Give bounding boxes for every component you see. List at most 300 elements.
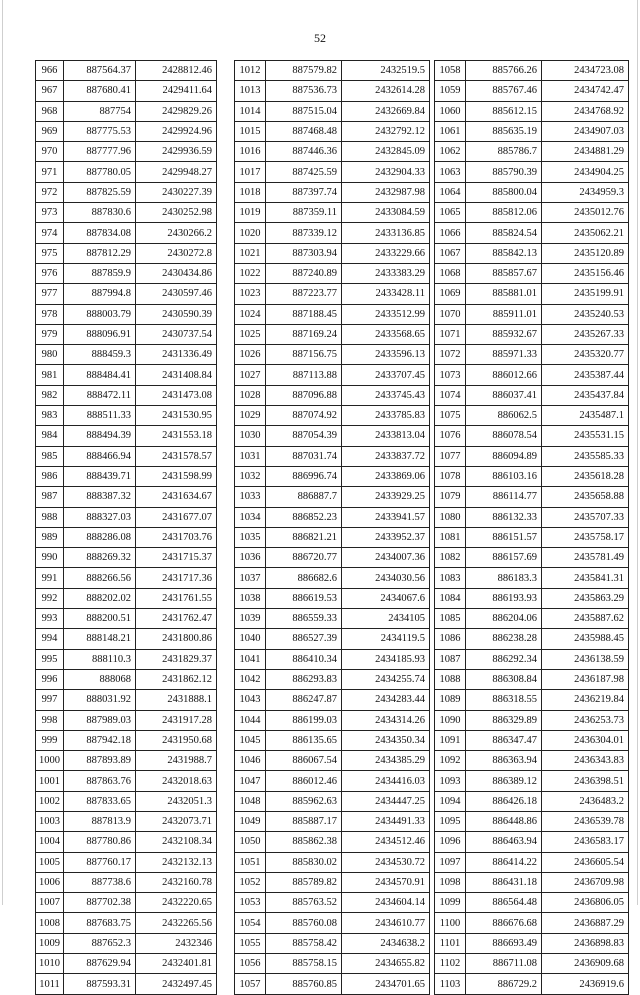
x-coordinate-cell: 886012.66 <box>466 365 542 385</box>
x-coordinate-cell: 887169.24 <box>266 324 342 344</box>
x-coordinate-cell: 886729.2 <box>466 974 542 994</box>
point-number-cell: 1039 <box>235 609 266 629</box>
point-number-cell: 1056 <box>235 954 266 974</box>
table-row <box>36 548 217 568</box>
table-row <box>235 446 430 466</box>
x-coordinate-cell: 885766.26 <box>466 61 542 81</box>
point-number-cell: 1091 <box>435 730 466 750</box>
table-row <box>235 385 430 405</box>
x-coordinate-cell: 887425.59 <box>266 162 342 182</box>
x-coordinate-cell: 886564.48 <box>466 893 542 913</box>
point-number-cell: 1046 <box>235 751 266 771</box>
point-number-cell: 1082 <box>435 548 466 568</box>
y-coordinate-cell: 2434701.65 <box>342 974 430 994</box>
x-coordinate-cell: 887775.53 <box>64 121 136 141</box>
x-coordinate-cell: 886527.39 <box>266 629 342 649</box>
y-coordinate-cell: 2433229.66 <box>342 243 430 263</box>
y-coordinate-cell: 2431530.95 <box>136 406 217 426</box>
point-number-cell: 1090 <box>435 710 466 730</box>
point-number-cell: 991 <box>36 568 64 588</box>
x-coordinate-cell: 886094.89 <box>466 446 542 466</box>
y-coordinate-cell: 2433512.99 <box>342 304 430 324</box>
y-coordinate-cell: 2434283.44 <box>342 690 430 710</box>
table-row <box>235 974 430 994</box>
y-coordinate-cell: 2431888.1 <box>136 690 217 710</box>
point-number-cell: 1089 <box>435 690 466 710</box>
point-number-cell: 989 <box>36 527 64 547</box>
table-row <box>435 446 629 466</box>
y-coordinate-cell: 2431553.18 <box>136 426 217 446</box>
point-number-cell: 1099 <box>435 893 466 913</box>
x-coordinate-cell: 885760.85 <box>266 974 342 994</box>
point-number-cell: 1050 <box>235 832 266 852</box>
x-coordinate-cell: 887738.6 <box>64 872 136 892</box>
x-coordinate-cell: 886448.86 <box>466 811 542 831</box>
point-number-cell: 1013 <box>235 81 266 101</box>
x-coordinate-cell: 886067.54 <box>266 751 342 771</box>
point-number-cell: 1041 <box>235 649 266 669</box>
table-row <box>435 304 629 324</box>
table-row <box>235 954 430 974</box>
x-coordinate-cell: 887777.96 <box>64 142 136 162</box>
point-number-cell: 1059 <box>435 81 466 101</box>
point-number-cell: 1005 <box>36 852 64 872</box>
y-coordinate-cell: 2432160.78 <box>136 872 217 892</box>
y-coordinate-cell: 2431473.08 <box>136 385 217 405</box>
x-coordinate-cell: 886103.16 <box>466 466 542 486</box>
table-row <box>235 629 430 649</box>
table-row <box>36 649 217 669</box>
page-number: 52 <box>314 31 326 45</box>
point-number-cell: 996 <box>36 669 64 689</box>
x-coordinate-cell: 886114.77 <box>466 487 542 507</box>
coordinate-tables <box>0 60 640 990</box>
x-coordinate-cell: 886078.54 <box>466 426 542 446</box>
point-number-cell: 1101 <box>435 933 466 953</box>
table-row <box>435 629 629 649</box>
point-number-cell: 1052 <box>235 872 266 892</box>
x-coordinate-cell: 886292.34 <box>466 649 542 669</box>
y-coordinate-cell: 2435487.1 <box>542 406 629 426</box>
y-coordinate-cell: 2435988.45 <box>542 629 629 649</box>
y-coordinate-cell: 2431829.37 <box>136 649 217 669</box>
x-coordinate-cell: 886151.57 <box>466 527 542 547</box>
table-row <box>235 872 430 892</box>
y-coordinate-cell: 2434447.25 <box>342 791 430 811</box>
x-coordinate-cell: 886463.94 <box>466 832 542 852</box>
point-number-cell: 1042 <box>235 669 266 689</box>
x-coordinate-cell: 887683.75 <box>64 913 136 933</box>
x-coordinate-cell: 886183.3 <box>466 568 542 588</box>
point-number-cell: 972 <box>36 182 64 202</box>
point-number-cell: 1093 <box>435 771 466 791</box>
point-number-cell: 1067 <box>435 243 466 263</box>
y-coordinate-cell: 2431578.57 <box>136 446 217 466</box>
x-coordinate-cell: 885911.01 <box>466 304 542 324</box>
point-number-cell: 1062 <box>435 142 466 162</box>
y-coordinate-cell: 2432220.65 <box>136 893 217 913</box>
y-coordinate-cell: 2428812.46 <box>136 61 217 81</box>
y-coordinate-cell: 2435758.17 <box>542 527 629 547</box>
table-row <box>36 182 217 202</box>
y-coordinate-cell: 2434959.3 <box>542 182 629 202</box>
x-coordinate-cell: 888484.41 <box>64 365 136 385</box>
table-row <box>235 426 430 446</box>
table-row <box>435 406 629 426</box>
y-coordinate-cell: 2435012.76 <box>542 203 629 223</box>
point-number-cell: 1087 <box>435 649 466 669</box>
table-row <box>435 751 629 771</box>
table-row <box>36 385 217 405</box>
y-coordinate-cell: 2434904.25 <box>542 162 629 182</box>
point-number-cell: 1029 <box>235 406 266 426</box>
table-row <box>36 974 217 994</box>
table-row <box>235 527 430 547</box>
y-coordinate-cell: 2434350.34 <box>342 730 430 750</box>
x-coordinate-cell: 887834.08 <box>64 223 136 243</box>
y-coordinate-cell: 2435240.53 <box>542 304 629 324</box>
point-number-cell: 968 <box>36 101 64 121</box>
x-coordinate-cell: 887156.75 <box>266 345 342 365</box>
point-number-cell: 1022 <box>235 263 266 283</box>
point-number-cell: 987 <box>36 487 64 507</box>
x-coordinate-cell: 885760.08 <box>266 913 342 933</box>
y-coordinate-cell: 2434881.29 <box>542 142 629 162</box>
x-coordinate-cell: 886132.33 <box>466 507 542 527</box>
table-row <box>235 81 430 101</box>
table-row <box>435 954 629 974</box>
table-row <box>36 669 217 689</box>
y-coordinate-cell: 2430266.2 <box>136 223 217 243</box>
table-row <box>235 284 430 304</box>
table-row <box>435 913 629 933</box>
table-row <box>435 263 629 283</box>
table-row <box>435 385 629 405</box>
x-coordinate-cell: 888096.91 <box>64 324 136 344</box>
x-coordinate-cell: 886012.46 <box>266 771 342 791</box>
coordinate-table-2 <box>234 60 430 995</box>
x-coordinate-cell: 888286.08 <box>64 527 136 547</box>
table-row <box>36 832 217 852</box>
x-coordinate-cell: 888269.32 <box>64 548 136 568</box>
x-coordinate-cell: 886037.41 <box>466 385 542 405</box>
point-number-cell: 1003 <box>36 811 64 831</box>
table-row <box>235 487 430 507</box>
point-number-cell: 1075 <box>435 406 466 426</box>
y-coordinate-cell: 2429936.59 <box>136 142 217 162</box>
x-coordinate-cell: 888387.32 <box>64 487 136 507</box>
y-coordinate-cell: 2436583.17 <box>542 832 629 852</box>
point-number-cell: 1032 <box>235 466 266 486</box>
y-coordinate-cell: 2434314.26 <box>342 710 430 730</box>
point-number-cell: 1096 <box>435 832 466 852</box>
y-coordinate-cell: 2436304.01 <box>542 730 629 750</box>
table-row <box>36 872 217 892</box>
y-coordinate-cell: 2434416.03 <box>342 771 430 791</box>
point-number-cell: 1012 <box>235 61 266 81</box>
y-coordinate-cell: 2434255.74 <box>342 669 430 689</box>
point-number-cell: 999 <box>36 730 64 750</box>
y-coordinate-cell: 2433084.59 <box>342 203 430 223</box>
point-number-cell: 971 <box>36 162 64 182</box>
table-row <box>435 872 629 892</box>
table-row <box>36 263 217 283</box>
table-row <box>36 751 217 771</box>
x-coordinate-cell: 887240.89 <box>266 263 342 283</box>
x-coordinate-cell: 885971.33 <box>466 345 542 365</box>
y-coordinate-cell: 2430597.46 <box>136 284 217 304</box>
x-coordinate-cell: 887754 <box>64 101 136 121</box>
point-number-cell: 978 <box>36 304 64 324</box>
table-row <box>36 568 217 588</box>
table-row <box>235 365 430 385</box>
x-coordinate-cell: 887536.73 <box>266 81 342 101</box>
x-coordinate-cell: 887813.9 <box>64 811 136 831</box>
y-coordinate-cell: 2436709.98 <box>542 872 629 892</box>
point-number-cell: 1068 <box>435 263 466 283</box>
table-row <box>235 142 430 162</box>
table-row <box>235 852 430 872</box>
point-number-cell: 1044 <box>235 710 266 730</box>
y-coordinate-cell: 2432497.45 <box>136 974 217 994</box>
x-coordinate-cell: 887515.04 <box>266 101 342 121</box>
y-coordinate-cell: 2433707.45 <box>342 365 430 385</box>
table-row <box>435 61 629 81</box>
y-coordinate-cell: 2432073.71 <box>136 811 217 831</box>
x-coordinate-cell: 887593.31 <box>64 974 136 994</box>
x-coordinate-cell: 887468.48 <box>266 121 342 141</box>
point-number-cell: 1025 <box>235 324 266 344</box>
point-number-cell: 1057 <box>235 974 266 994</box>
point-number-cell: 1069 <box>435 284 466 304</box>
y-coordinate-cell: 2435887.62 <box>542 609 629 629</box>
x-coordinate-cell: 886559.33 <box>266 609 342 629</box>
point-number-cell: 976 <box>36 263 64 283</box>
x-coordinate-cell: 888472.11 <box>64 385 136 405</box>
y-coordinate-cell: 2433136.85 <box>342 223 430 243</box>
y-coordinate-cell: 2435120.89 <box>542 243 629 263</box>
x-coordinate-cell: 886157.69 <box>466 548 542 568</box>
table-row <box>435 365 629 385</box>
point-number-cell: 1002 <box>36 791 64 811</box>
point-number-cell: 1074 <box>435 385 466 405</box>
point-number-cell: 983 <box>36 406 64 426</box>
y-coordinate-cell: 2435707.33 <box>542 507 629 527</box>
table-row <box>435 710 629 730</box>
x-coordinate-cell: 885842.13 <box>466 243 542 263</box>
y-coordinate-cell: 2435062.21 <box>542 223 629 243</box>
table-row <box>435 730 629 750</box>
x-coordinate-cell: 887359.11 <box>266 203 342 223</box>
point-number-cell: 1054 <box>235 913 266 933</box>
x-coordinate-cell: 885758.15 <box>266 954 342 974</box>
point-number-cell: 1000 <box>36 751 64 771</box>
point-number-cell: 975 <box>36 243 64 263</box>
point-number-cell: 998 <box>36 710 64 730</box>
table-row <box>36 487 217 507</box>
table-row <box>435 345 629 365</box>
table-row <box>235 669 430 689</box>
point-number-cell: 1063 <box>435 162 466 182</box>
y-coordinate-cell: 2434907.03 <box>542 121 629 141</box>
y-coordinate-cell: 2431988.7 <box>136 751 217 771</box>
point-number-cell: 982 <box>36 385 64 405</box>
y-coordinate-cell: 2429829.26 <box>136 101 217 121</box>
table-row <box>235 751 430 771</box>
table-row <box>36 324 217 344</box>
point-number-cell: 993 <box>36 609 64 629</box>
y-coordinate-cell: 2429924.96 <box>136 121 217 141</box>
table-row <box>36 162 217 182</box>
x-coordinate-cell: 885862.38 <box>266 832 342 852</box>
x-coordinate-cell: 886426.18 <box>466 791 542 811</box>
y-coordinate-cell: 2432614.28 <box>342 81 430 101</box>
x-coordinate-cell: 886318.55 <box>466 690 542 710</box>
y-coordinate-cell: 2436919.6 <box>542 974 629 994</box>
y-coordinate-cell: 2434385.29 <box>342 751 430 771</box>
table-row <box>435 182 629 202</box>
y-coordinate-cell: 2435781.49 <box>542 548 629 568</box>
y-coordinate-cell: 2434007.36 <box>342 548 430 568</box>
table-row <box>435 649 629 669</box>
point-number-cell: 967 <box>36 81 64 101</box>
table-row <box>36 527 217 547</box>
table-row <box>435 527 629 547</box>
y-coordinate-cell: 2433813.04 <box>342 426 430 446</box>
point-number-cell: 1092 <box>435 751 466 771</box>
point-number-cell: 1007 <box>36 893 64 913</box>
point-number-cell: 1083 <box>435 568 466 588</box>
table-row <box>435 162 629 182</box>
table-row <box>235 548 430 568</box>
y-coordinate-cell: 2430737.54 <box>136 324 217 344</box>
point-number-cell: 1043 <box>235 690 266 710</box>
point-number-cell: 1076 <box>435 426 466 446</box>
point-number-cell: 1072 <box>435 345 466 365</box>
table-row <box>36 852 217 872</box>
x-coordinate-cell: 887564.37 <box>64 61 136 81</box>
y-coordinate-cell: 2431634.67 <box>136 487 217 507</box>
x-coordinate-cell: 886410.34 <box>266 649 342 669</box>
point-number-cell: 988 <box>36 507 64 527</box>
table-row <box>235 771 430 791</box>
y-coordinate-cell: 2432904.33 <box>342 162 430 182</box>
point-number-cell: 1031 <box>235 446 266 466</box>
point-number-cell: 995 <box>36 649 64 669</box>
x-coordinate-cell: 886682.6 <box>266 568 342 588</box>
table-row <box>435 568 629 588</box>
point-number-cell: 1011 <box>36 974 64 994</box>
point-number-cell: 1045 <box>235 730 266 750</box>
x-coordinate-cell: 887994.8 <box>64 284 136 304</box>
table-row <box>435 791 629 811</box>
x-coordinate-cell: 887031.74 <box>266 446 342 466</box>
table-row <box>235 730 430 750</box>
x-coordinate-cell: 886193.93 <box>466 588 542 608</box>
point-number-cell: 1073 <box>435 365 466 385</box>
x-coordinate-cell: 885962.63 <box>266 791 342 811</box>
y-coordinate-cell: 2431762.47 <box>136 609 217 629</box>
table-row <box>235 913 430 933</box>
y-coordinate-cell: 2436898.83 <box>542 933 629 953</box>
table-row <box>235 182 430 202</box>
y-coordinate-cell: 2434067.6 <box>342 588 430 608</box>
table-row <box>435 507 629 527</box>
point-number-cell: 1095 <box>435 811 466 831</box>
point-number-cell: 1097 <box>435 852 466 872</box>
y-coordinate-cell: 2434530.72 <box>342 852 430 872</box>
x-coordinate-cell: 887054.39 <box>266 426 342 446</box>
table-row <box>36 811 217 831</box>
point-number-cell: 1079 <box>435 487 466 507</box>
x-coordinate-cell: 886619.53 <box>266 588 342 608</box>
point-number-cell: 997 <box>36 690 64 710</box>
y-coordinate-cell: 2429948.27 <box>136 162 217 182</box>
y-coordinate-cell: 2435156.46 <box>542 263 629 283</box>
x-coordinate-cell: 885830.02 <box>266 852 342 872</box>
table-row <box>435 974 629 994</box>
x-coordinate-cell: 887652.3 <box>64 933 136 953</box>
y-coordinate-cell: 2433745.43 <box>342 385 430 405</box>
point-number-cell: 1033 <box>235 487 266 507</box>
x-coordinate-cell: 886363.94 <box>466 751 542 771</box>
x-coordinate-cell: 887863.76 <box>64 771 136 791</box>
y-coordinate-cell: 2431917.28 <box>136 710 217 730</box>
x-coordinate-cell: 885786.7 <box>466 142 542 162</box>
y-coordinate-cell: 2436138.59 <box>542 649 629 669</box>
x-coordinate-cell: 887096.88 <box>266 385 342 405</box>
table-row <box>36 629 217 649</box>
table-row <box>435 811 629 831</box>
point-number-cell: 1037 <box>235 568 266 588</box>
point-number-cell: 974 <box>36 223 64 243</box>
y-coordinate-cell: 2430227.39 <box>136 182 217 202</box>
x-coordinate-cell: 887702.38 <box>64 893 136 913</box>
y-coordinate-cell: 2433383.29 <box>342 263 430 283</box>
point-number-cell: 1088 <box>435 669 466 689</box>
x-coordinate-cell: 887579.82 <box>266 61 342 81</box>
point-number-cell: 1066 <box>435 223 466 243</box>
x-coordinate-cell: 887680.41 <box>64 81 136 101</box>
table-row <box>435 223 629 243</box>
point-number-cell: 1024 <box>235 304 266 324</box>
point-number-cell: 1027 <box>235 365 266 385</box>
y-coordinate-cell: 2434655.82 <box>342 954 430 974</box>
y-coordinate-cell: 2432792.12 <box>342 121 430 141</box>
point-number-cell: 1026 <box>235 345 266 365</box>
x-coordinate-cell: 885612.15 <box>466 101 542 121</box>
table-row <box>36 446 217 466</box>
point-number-cell: 1094 <box>435 791 466 811</box>
x-coordinate-cell: 886720.77 <box>266 548 342 568</box>
table-row <box>435 81 629 101</box>
point-number-cell: 1009 <box>36 933 64 953</box>
y-coordinate-cell: 2431717.36 <box>136 568 217 588</box>
x-coordinate-cell: 887859.9 <box>64 263 136 283</box>
y-coordinate-cell: 2435863.29 <box>542 588 629 608</box>
point-number-cell: 1016 <box>235 142 266 162</box>
point-number-cell: 1047 <box>235 771 266 791</box>
y-coordinate-cell: 2435585.33 <box>542 446 629 466</box>
x-coordinate-cell: 887780.05 <box>64 162 136 182</box>
point-number-cell: 1034 <box>235 507 266 527</box>
table-row <box>36 771 217 791</box>
y-coordinate-cell: 2434723.08 <box>542 61 629 81</box>
y-coordinate-cell: 2431336.49 <box>136 345 217 365</box>
table-row <box>235 162 430 182</box>
point-number-cell: 1015 <box>235 121 266 141</box>
table-row <box>435 609 629 629</box>
